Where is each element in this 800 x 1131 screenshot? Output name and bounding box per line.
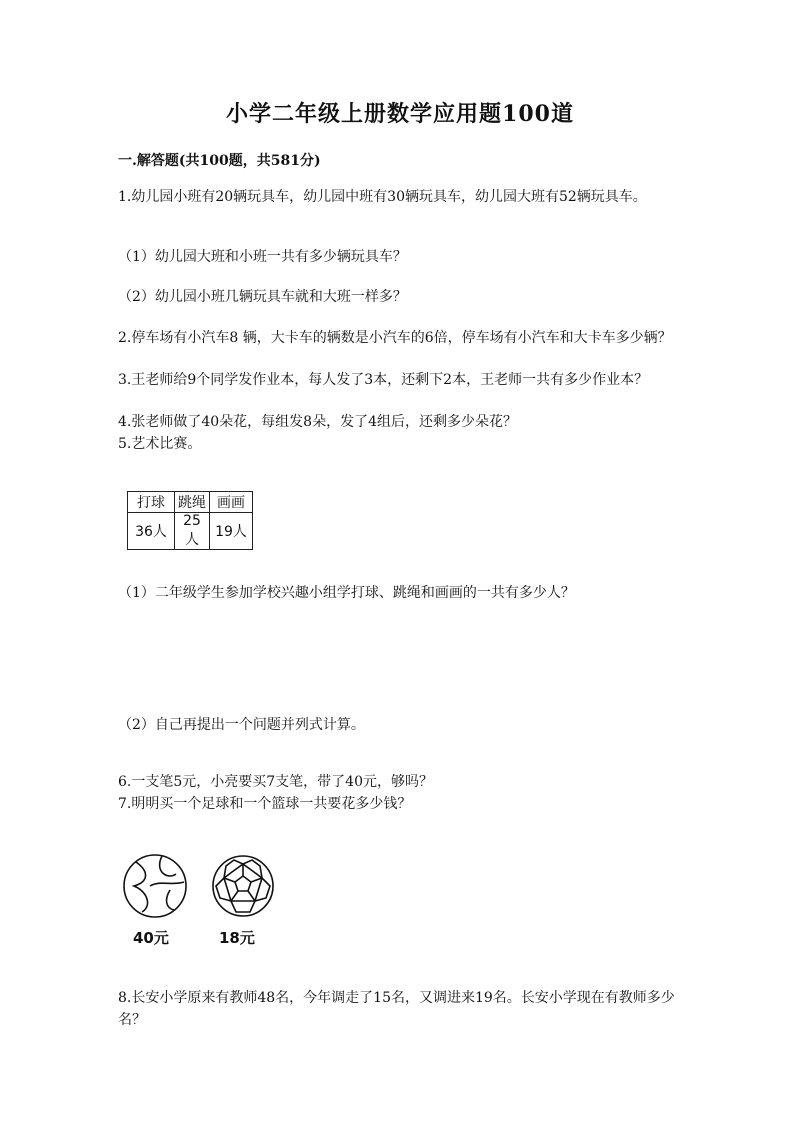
- section-heading: 一.解答题(共100题，共581分): [118, 153, 321, 169]
- balls-illustration: [120, 850, 290, 930]
- table-cell: 25人: [175, 513, 210, 550]
- basketball-icon: [124, 855, 186, 917]
- question-5-part-1: （1）二年级学生参加学校兴趣小组学打球、跳绳和画画的一共有多少人？: [118, 585, 575, 601]
- sports-table: [127, 491, 253, 550]
- table-header-cell: 画画: [210, 492, 253, 513]
- question-8: 8.长安小学原来有教师48名，今年调走了15名，又调进来19名。长安小学现在有教师多少名？: [118, 990, 675, 1028]
- table-header-row: [128, 492, 253, 513]
- question-6: 6.一支笔5元，小亮要买7支笔，带了40元，够吗？: [118, 774, 433, 790]
- table-header-cell: 跳绳: [175, 492, 210, 513]
- question-5-part-2: （2）自己再提出一个问题并列式计算。: [118, 717, 365, 733]
- question-3: 3.王老师给9个同学发作业本，每人发了3本，还剩下2本，王老师一共有多少作业本？: [118, 372, 649, 388]
- question-1-part-2: （2）幼儿园小班几辆玩具车就和大班一样多？: [118, 289, 407, 305]
- question-7: 7.明明买一个足球和一个篮球一共要花多少钱？: [118, 796, 412, 812]
- question-4: 4.张老师做了40朵花，每组发8朵，发了4组后，还剩多少朵花？: [118, 414, 517, 430]
- question-5: 5.艺术比赛。: [118, 436, 202, 452]
- table-cell: 19人: [210, 513, 253, 550]
- football-icon: [213, 856, 273, 916]
- question-2: 2.停车场有小汽车8 辆，大卡车的辆数是小汽车的6倍，停车场有小汽车和大卡车多少辆？: [118, 330, 672, 346]
- table-cell: 36人: [128, 513, 175, 550]
- page-title: 小学二年级上册数学应用题100道: [226, 101, 574, 127]
- table-row: [128, 513, 253, 550]
- football-price: 18元: [219, 929, 255, 947]
- balls-figure: [120, 850, 290, 934]
- question-1: 1.幼儿园小班有20辆玩具车，幼儿园中班有30辆玩具车，幼儿园大班有52辆玩具车。: [118, 189, 647, 205]
- table-header-cell: 打球: [128, 492, 175, 513]
- question-1-part-1: （1）幼儿园大班和小班一共有多少辆玩具车？: [118, 249, 407, 265]
- basketball-price: 40元: [133, 929, 169, 947]
